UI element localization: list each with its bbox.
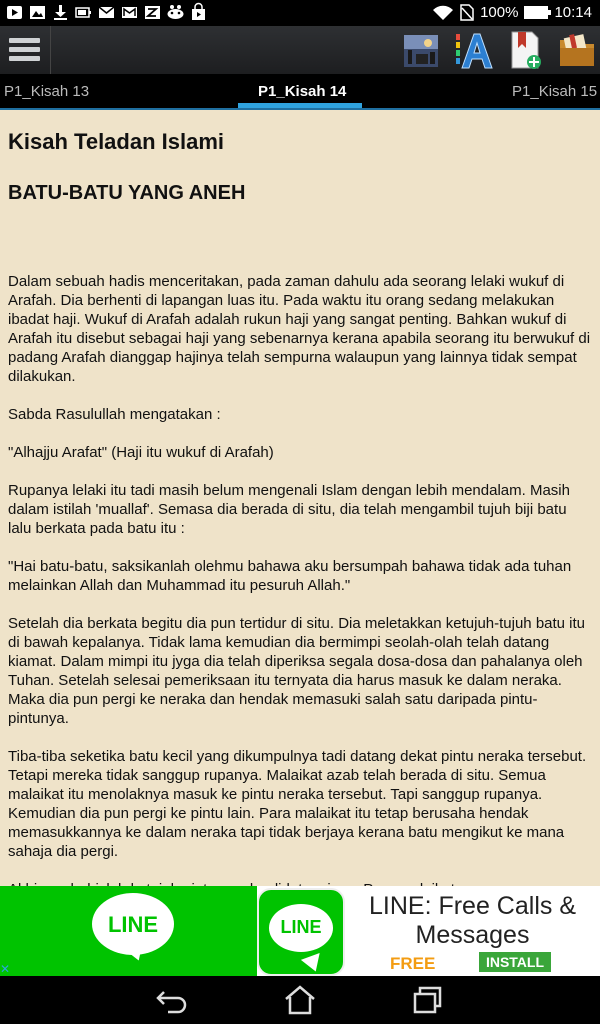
line-icon-bubble <box>269 904 333 952</box>
paragraph: Sabda Rasulullah mengatakan : <box>8 406 221 423</box>
hamburger-line <box>9 56 40 61</box>
paragraph: Setelah dia berkata begitu dia pun tertidur di situ. Dia meletakkan ketujuh-tujuh batu itu di bawah kepalanya. Tidak lama kemudian dia bermimpi seolah-olah telah datang kiamat. Dalam mimpi itu jyga dia telah diperiksa segala dosa-dosa dan pahalanya oleh Tuhan. Setelah selesai pemeriksaan itu ternyata dia harus masuk ke dalam neraka. Maka dia pun pergi ke neraka dan hendak memasuki salah satu daripada pintu-pintunya. <box>8 615 586 727</box>
active-tab-indicator <box>238 103 362 108</box>
ad-banner[interactable] <box>0 886 600 976</box>
game-icon <box>167 4 184 21</box>
article-subtitle: BATU-BATU YANG ANEH <box>8 182 246 204</box>
paragraph: "Alhajju Arafat" (Haji itu wukuf di Arafah) <box>8 444 274 461</box>
mail-icon <box>98 4 115 21</box>
article-view[interactable] <box>0 110 600 886</box>
line-logo-text: LINE <box>107 912 159 937</box>
download-icon <box>52 4 69 21</box>
notification-icons <box>6 4 207 21</box>
navigation-bar <box>0 976 600 1024</box>
ad-app-icon[interactable] <box>257 888 345 976</box>
battery-percent: 100% <box>480 4 519 21</box>
ad-price: FREE <box>390 954 436 973</box>
wifi-icon <box>432 5 454 21</box>
ad-choices-icon[interactable]: ✕ <box>0 962 11 976</box>
paragraph: "Hai batu-batu, saksikanlah olehmu bahawa aku bersumpah bahawa tidak ada tuhan melainkan Allah dan Muhammad itu pesuruh Allah." <box>8 558 572 594</box>
play-icon <box>6 4 23 21</box>
tab-current[interactable]: P1_Kisah 14 <box>258 83 347 100</box>
battery-icon <box>524 6 548 19</box>
paragraph: Rupanya lelaki itu tadi masih belum mengenali Islam dengan lebih mendalam. Masih dalam istilah 'muallaf'. Semasa dia berada di situ, dia telah mengambil tujuh biji batu lalu berkata pada batu itu : <box>8 482 570 537</box>
gmail-icon <box>121 4 138 21</box>
hamburger-line <box>9 47 40 52</box>
tab-previous[interactable]: P1_Kisah 13 <box>4 83 90 100</box>
line-logo <box>92 893 174 955</box>
add-bookmark-icon[interactable] <box>506 30 544 70</box>
article-title: Kisah Teladan Islami <box>8 129 225 154</box>
chapter-tabs <box>0 74 600 110</box>
shop-icon <box>190 4 207 21</box>
no-sim-icon <box>460 4 474 21</box>
back-icon[interactable] <box>152 984 192 1016</box>
font-size-icon[interactable] <box>454 30 492 70</box>
ad-install-button[interactable]: INSTALL <box>479 952 551 972</box>
paragraph: Dalam sebuah hadis menceritakan, pada zaman dahulu ada seorang lelaki wukuf di Arafah. Dia berhenti di lapangan luas itu. Pada waktu itu orang sedang melakukan ibadat haji. Wukuf di Arafah adalah rukun haji yang sangat penting. Bahkan wukuf di Arafah itu disebut sebagai haji yang sebenarnya kerana apabila seorang itu berwukuf di padang Arafah dianggap hajinya telah sempurna walaupun yang lainnya tidak sempat dilakukan. <box>8 273 591 385</box>
image-icon <box>29 4 46 21</box>
zip-icon <box>144 4 161 21</box>
bookmarks-folder-icon[interactable] <box>558 30 596 70</box>
line-icon-text: LINE <box>280 917 322 937</box>
menu-button[interactable] <box>0 26 51 74</box>
ad-brand-area[interactable] <box>0 886 257 976</box>
recent-apps-icon[interactable] <box>408 984 448 1016</box>
hamburger-line <box>9 38 40 43</box>
battery-saver-icon <box>75 4 92 21</box>
tab-next[interactable]: P1_Kisah 15 <box>512 83 598 100</box>
status-bar <box>0 0 600 26</box>
ad-title[interactable]: LINE: Free Calls & Messages <box>368 892 576 949</box>
toolbar-actions <box>402 30 596 70</box>
system-status <box>432 4 592 21</box>
clock: 10:14 <box>554 4 592 21</box>
home-icon[interactable] <box>280 984 320 1016</box>
app-thumbnail-icon[interactable] <box>402 30 440 70</box>
paragraph: Tiba-tiba seketika batu kecil yang dikumpulnya tadi datang dekat pintu neraka tersebut. Tetapi mereka tidak sanggup rupanya. Malaikat azab telah berada di situ. Semua malaikat itu menolaknya masuk ke pintu neraka tersebut. Tapi sanggup rupanya. Kemudian dia pun pergi ke pintu lain. Para malaikat itu tetap berusaha hendak memasukkannya ke dalam neraka tapi tidak berjaya kerana batu mengikut ke mana sahaja dia pergi. <box>8 748 587 860</box>
app-toolbar <box>0 26 600 74</box>
